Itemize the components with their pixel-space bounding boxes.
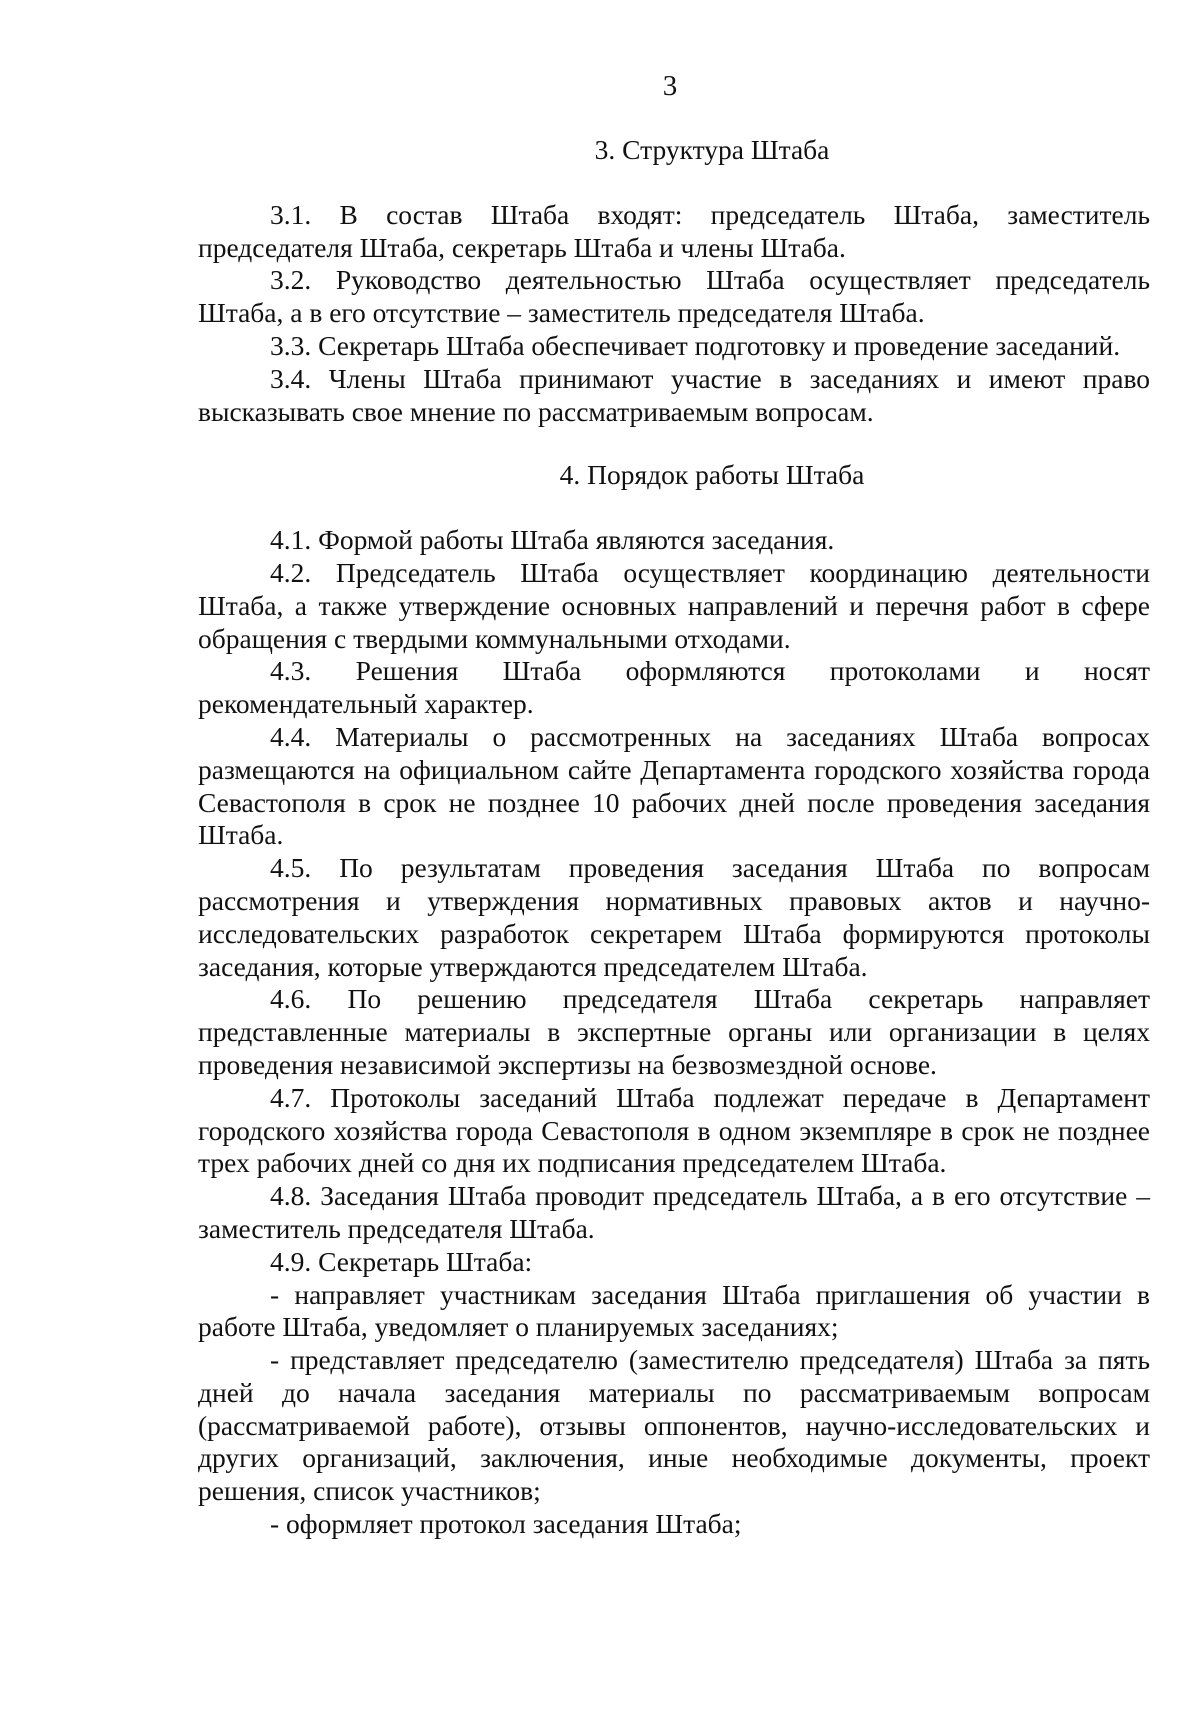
paragraph-text: Материалы о рассмотренных на заседаниях Штаба вопросах размещаются на официальном сайте Департамента городского хозяйства города Севастополя в срок не позднее 10 рабочих дней после проведения заседания Штаба. xyxy=(198,720,1151,851)
paragraph-text: Председатель Штаба осуществляет координацию деятельности Штаба, а также утверждение основных направлений и перечня работ в сфере обращения с твердыми коммунальными отходами. xyxy=(198,556,1150,654)
paragraph-text: Руководство деятельностью Штаба осуществляет председатель Штаба, а в его отсутствие – заместитель председателя Штаба. xyxy=(198,264,1151,329)
paragraph-4-4 xyxy=(198,721,1150,852)
paragraph-text: В состав Штаба входят: председатель Штаба, заместитель председателя Штаба, секретарь Штаба и члены Штаба. xyxy=(198,198,1150,263)
paragraph-number: 4.4. xyxy=(270,720,312,752)
paragraph-text: По решению председателя Штаба секретарь направляет представленные материалы в экспертные органы или организации в целях проведения независимой экспертизы на безвозмездной основе. xyxy=(198,983,1150,1080)
paragraph-number: 4.1. xyxy=(270,524,312,556)
paragraph-4-3 xyxy=(198,655,1150,721)
paragraph-text: Формой работы Штаба являются заседания. xyxy=(318,524,835,556)
paragraph-text: Заседания Штаба проводит председатель Штаба, а в его отсутствие – заместитель председателя Штаба. xyxy=(198,1180,1151,1244)
paragraph-number: 4.7. xyxy=(270,1081,312,1113)
section-4-title: 4. Порядок работы Штаба xyxy=(559,459,865,491)
paragraph-4-6 xyxy=(198,983,1150,1081)
paragraph-number: 4.9. xyxy=(270,1245,312,1277)
duty-item-invitations: - направляет участникам заседания Штаба приглашения об участии в работе Штаба, уведомляет о планируемых заседаниях; xyxy=(198,1278,1150,1343)
paragraph-4-5 xyxy=(198,852,1150,983)
paragraph-4-8 xyxy=(198,1180,1150,1246)
duty-item-materials: - представляет председателю (заместителю председателя) Штаба за пять дней до начала заседания материалы по рассматриваемым вопросам (рассматриваемой работе), отзывы оппонентов, научно-исследовательских и других организаций, заключения, иные необходимые документы, проект решения, список участников; xyxy=(198,1344,1150,1507)
paragraph-3-3 xyxy=(198,330,1150,363)
paragraph-4-7 xyxy=(198,1082,1150,1180)
section-3-title: 3. Структура Штаба xyxy=(594,134,830,165)
paragraph-3-1 xyxy=(198,199,1150,265)
paragraph-text: По результатам проведения заседания Штаба по вопросам рассмотрения и утверждения нормативных правовых актов и научно-исследовательских разработок секретарем Штаба формируются протоколы заседания, которые утверждаются председателем Штаба. xyxy=(198,852,1151,982)
paragraph-number: 4.8. xyxy=(270,1180,312,1212)
paragraph-text: Решения Штаба оформляются протоколами и носят рекомендательный характер. xyxy=(198,655,1150,720)
paragraph-number: 3.2. xyxy=(270,264,312,296)
paragraph-4-1 xyxy=(198,524,1150,557)
paragraph-number: 3.4. xyxy=(270,362,312,394)
paragraph-number: 4.2. xyxy=(270,556,312,588)
paragraph-4-9 xyxy=(198,1246,1150,1279)
paragraph-4-2 xyxy=(198,557,1150,655)
duty-item-protocol: - оформляет протокол заседания Штаба; xyxy=(270,1508,742,1540)
paragraph-number: 4.3. xyxy=(270,655,312,687)
page-number: 3 xyxy=(662,70,678,102)
paragraph-number: 3.1. xyxy=(270,198,312,230)
paragraph-text: Секретарь Штаба обеспечивает подготовку и проведение заседаний. xyxy=(318,329,1121,361)
paragraph-text: Протоколы заседаний Штаба подлежат передаче в Департамент городского хозяйства города Севастополя в одном экземпляре в срок не позднее трех рабочих дней со дня их подписания председателем Штаба. xyxy=(198,1081,1151,1179)
paragraph-text: Секретарь Штаба: xyxy=(318,1245,533,1277)
paragraph-3-2 xyxy=(198,264,1150,330)
paragraph-number: 4.5. xyxy=(270,852,312,884)
document-body xyxy=(198,134,1150,1541)
paragraph-text: Члены Штаба принимают участие в заседаниях и имеют право высказывать свое мнение по рассматриваемым вопросам. xyxy=(198,362,1151,427)
paragraph-3-4 xyxy=(198,363,1150,429)
paragraph-number: 3.3. xyxy=(270,329,312,361)
paragraph-number: 4.6. xyxy=(270,983,312,1015)
